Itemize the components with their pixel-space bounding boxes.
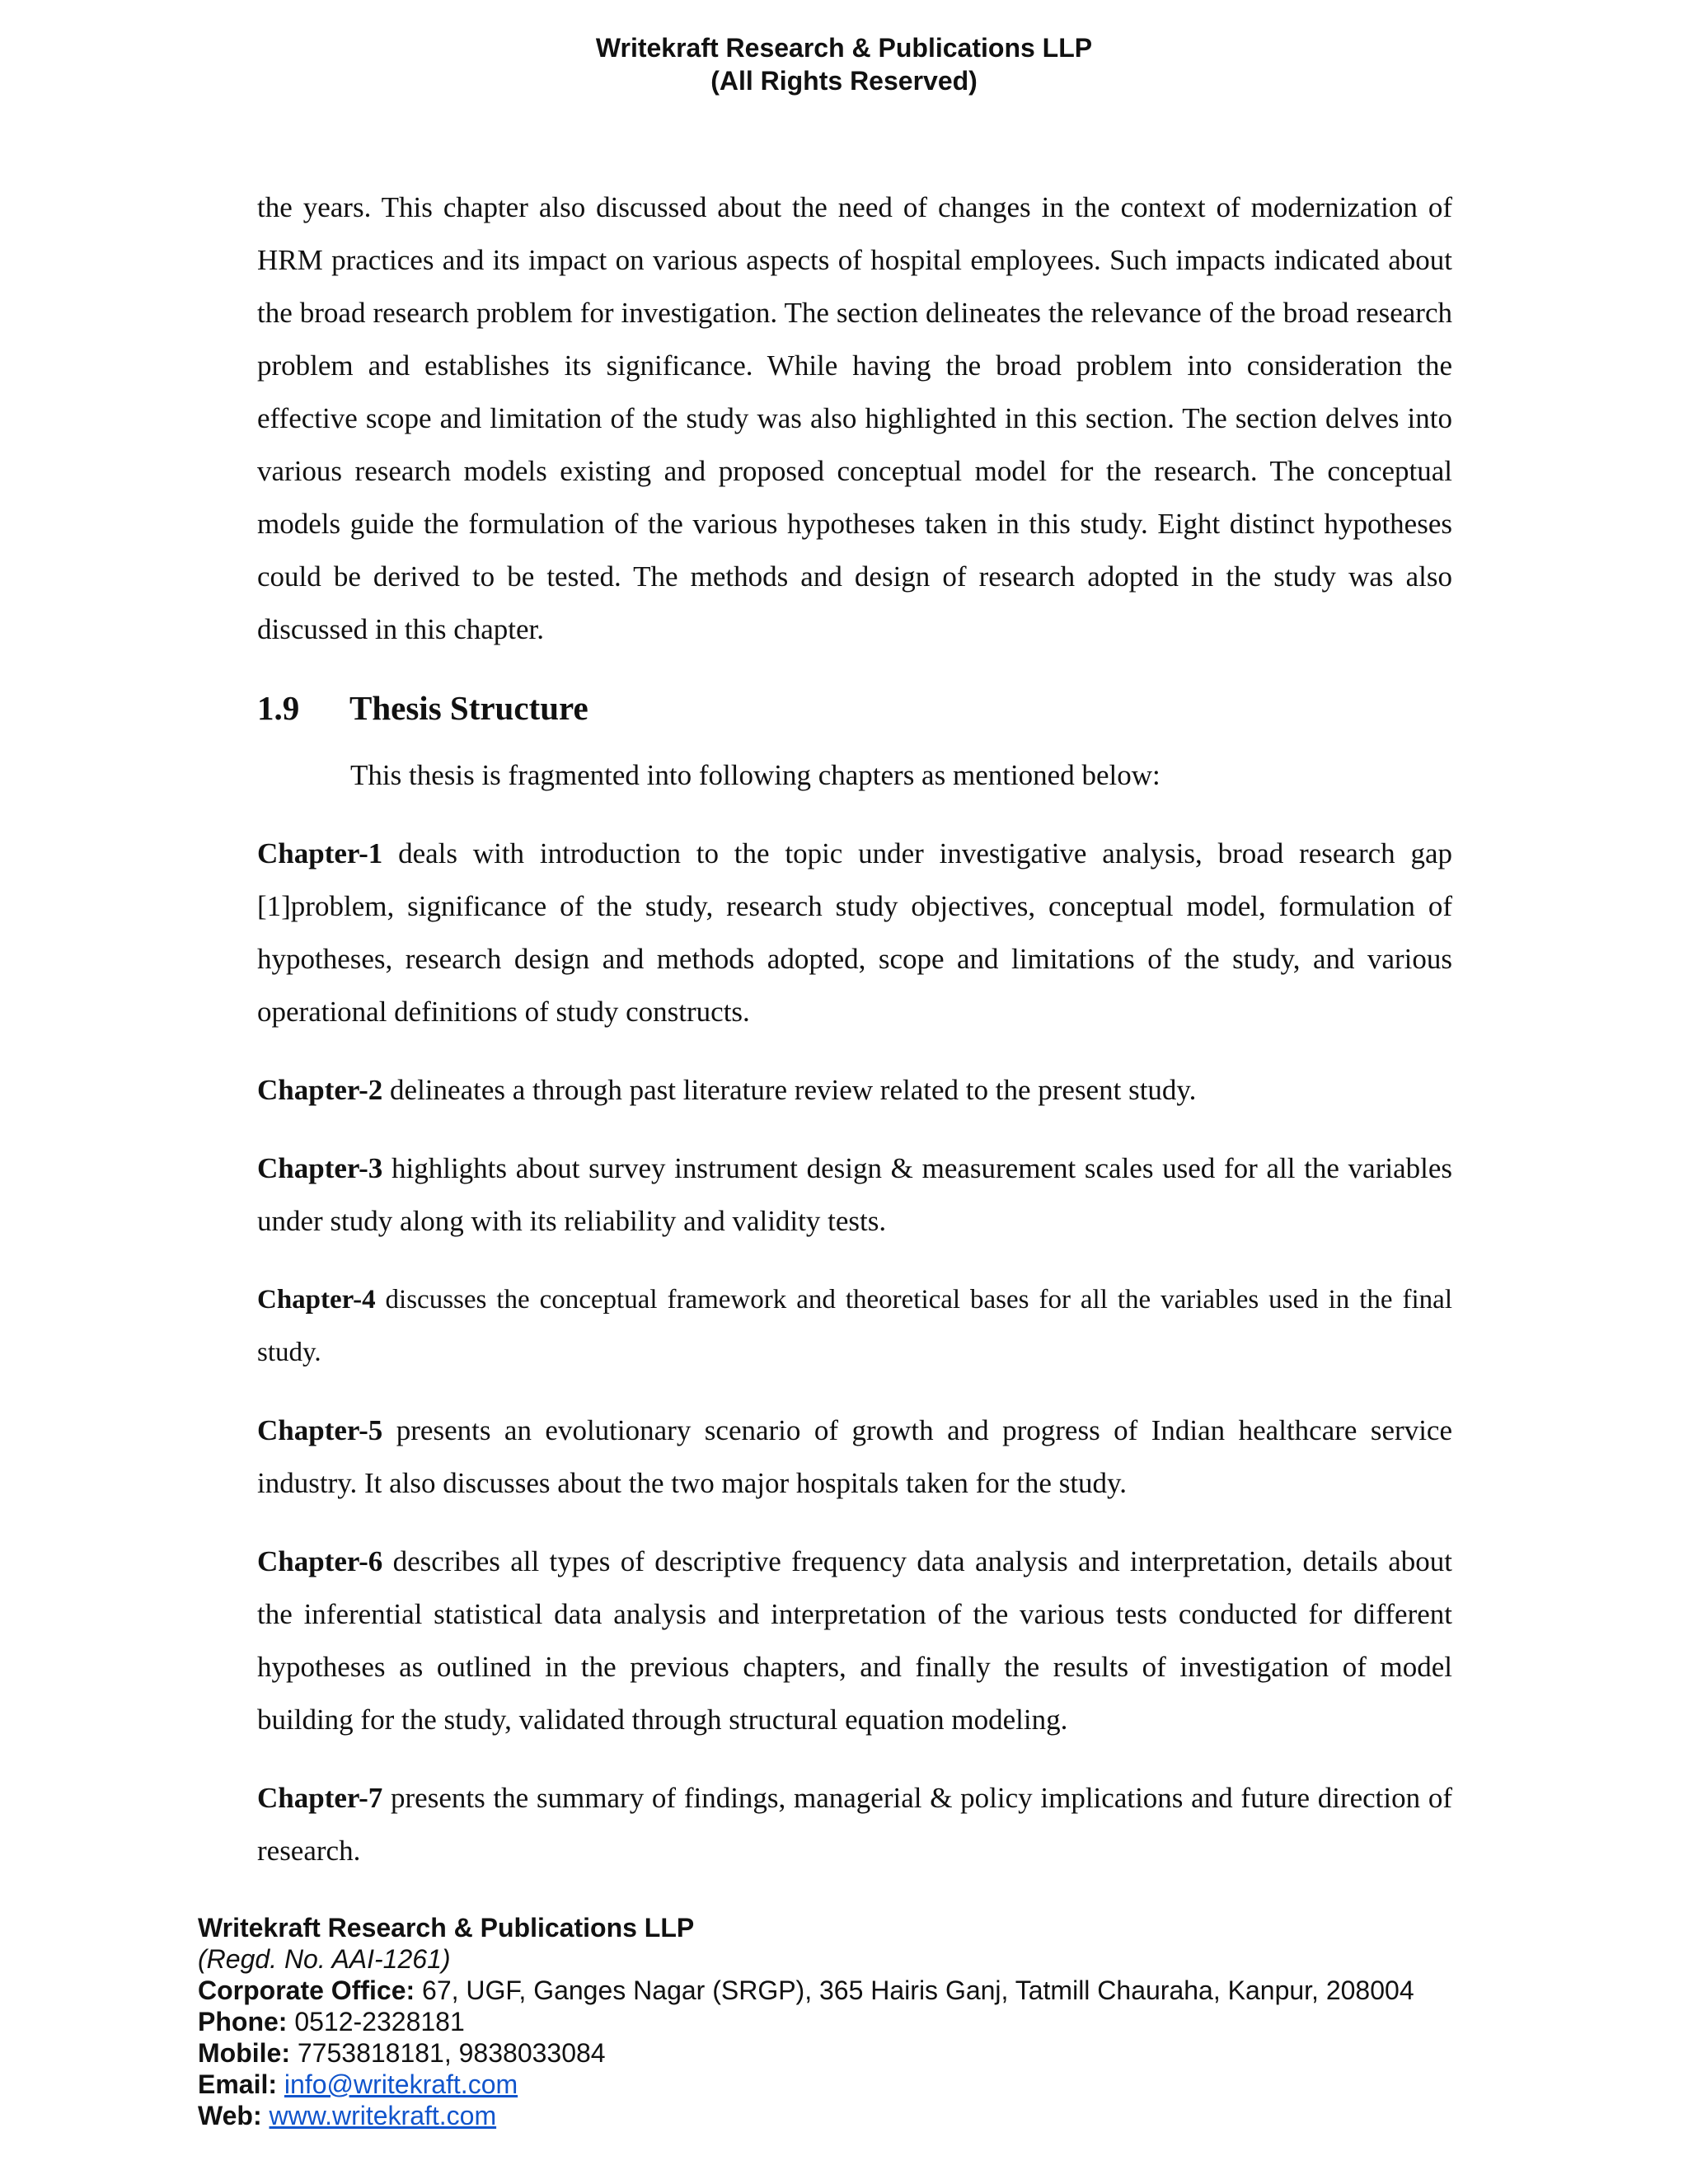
footer-office [198,1975,1599,2006]
document-body [257,181,1452,1903]
chapter-item-5 [257,1404,1452,1510]
header-company-name: Writekraft Research & Publications LLP [595,33,1093,63]
footer-phone-label: Phone: [198,2007,288,2036]
chapter-label: Chapter-1 [257,837,383,869]
footer-phone-number: 0512-2328181 [287,2007,465,2036]
section-heading [257,682,1452,734]
chapter-label: Chapter-6 [257,1545,383,1577]
section-number: 1.9 [257,689,300,727]
chapter-label: Chapter-5 [257,1414,383,1446]
footer-office-address: 67, UGF, Ganges Nagar (SRGP), 365 Hairis Ganj, Tatmill Chauraha, Kanpur, 208004 [415,1975,1414,2005]
chapter-item-1 [257,827,1452,1038]
chapter-label: Chapter-3 [257,1152,383,1184]
footer-office-label: Corporate Office: [198,1975,415,2005]
chapter-label: Chapter-2 [257,1074,383,1106]
page-footer [198,1912,1599,2131]
chapter-description: deals with introduction to the topic under investigative analysis, broad research gap [1]problem, significance of the study, research study objectives, conceptual model, formulation of hypotheses, research design and methods adopted, scope and limitations of the study, and various operational definitions of study constructs. [257,837,1452,1028]
chapter-item-7 [257,1772,1452,1877]
page-header [0,31,1688,97]
chapter-label: Chapter-4 [257,1285,376,1315]
footer-registration [198,1943,1599,1975]
chapter-description: presents an evolutionary scenario of growth and progress of Indian healthcare service industry. It also discusses about the two major hospitals taken for the study. [257,1414,1452,1499]
chapter-description: delineates a through past literature review related to the present study. [382,1074,1197,1106]
footer-web-label: Web: [198,2101,262,2130]
footer-regd-number: (Regd. No. AAI-1261) [198,1944,451,1974]
chapter-description: highlights about survey instrument design & measurement scales used for all the variables under study along with its reliability and validity tests. [257,1152,1452,1237]
chapter-description: presents the summary of findings, managerial & policy implications and future direction of research. [257,1782,1452,1867]
footer-phone [198,2006,1599,2037]
header-rights-notice: (All Rights Reserved) [710,66,978,96]
chapter-item-2 [257,1064,1452,1117]
footer-mobile-numbers: 7753818181, 9838033084 [289,2038,606,2068]
footer-email-label: Email: [198,2069,278,2099]
section-intro: This thesis is fragmented into following chapters as mentioned below: [350,759,1160,791]
chapter-item-3 [257,1142,1452,1248]
footer-mobile-label: Mobile: [198,2038,290,2068]
chapter-item-4 [257,1273,1452,1379]
email-link[interactable]: info@writekraft.com [284,2069,518,2099]
footer-web [198,2100,1599,2131]
footer-company-name: Writekraft Research & Publications LLP [198,1913,695,1943]
chapter-description: describes all types of descriptive frequency data analysis and interpretation, details about the inferential statistical data analysis and interpretation of the various tests conducted for different hypotheses as outlined in the previous chapters, and finally the results of investigation of model building for the study, validated through structural equation modeling. [257,1545,1452,1736]
footer-company [198,1912,1599,1943]
chapter-item-6 [257,1535,1452,1746]
section-title: Thesis Structure [349,689,588,727]
footer-email [198,2069,1599,2100]
opening-paragraph: the years. This chapter also discussed about the need of changes in the context of modernization of HRM practices and its impact on various aspects of hospital employees. Such impacts indicated about the broad research problem for investigation. The section delineates the relevance of the broad research problem and establishes its significance. While having the broad problem into consideration the effective scope and limitation of the study was also highlighted in this section. The section delves into various research models existing and proposed conceptual model for the research. The conceptual models guide the formulation of the various hypotheses taken in this study. Eight distinct hypotheses could be derived to be tested. The methods and design of research adopted in the study was also discussed in this chapter. [257,191,1452,645]
footer-mobile [198,2037,1599,2069]
chapter-label: Chapter-7 [257,1782,383,1814]
website-link[interactable]: www.writekraft.com [269,2101,497,2130]
chapter-description: discusses the conceptual framework and theoretical bases for all the variables used in the final study. [257,1285,1452,1367]
